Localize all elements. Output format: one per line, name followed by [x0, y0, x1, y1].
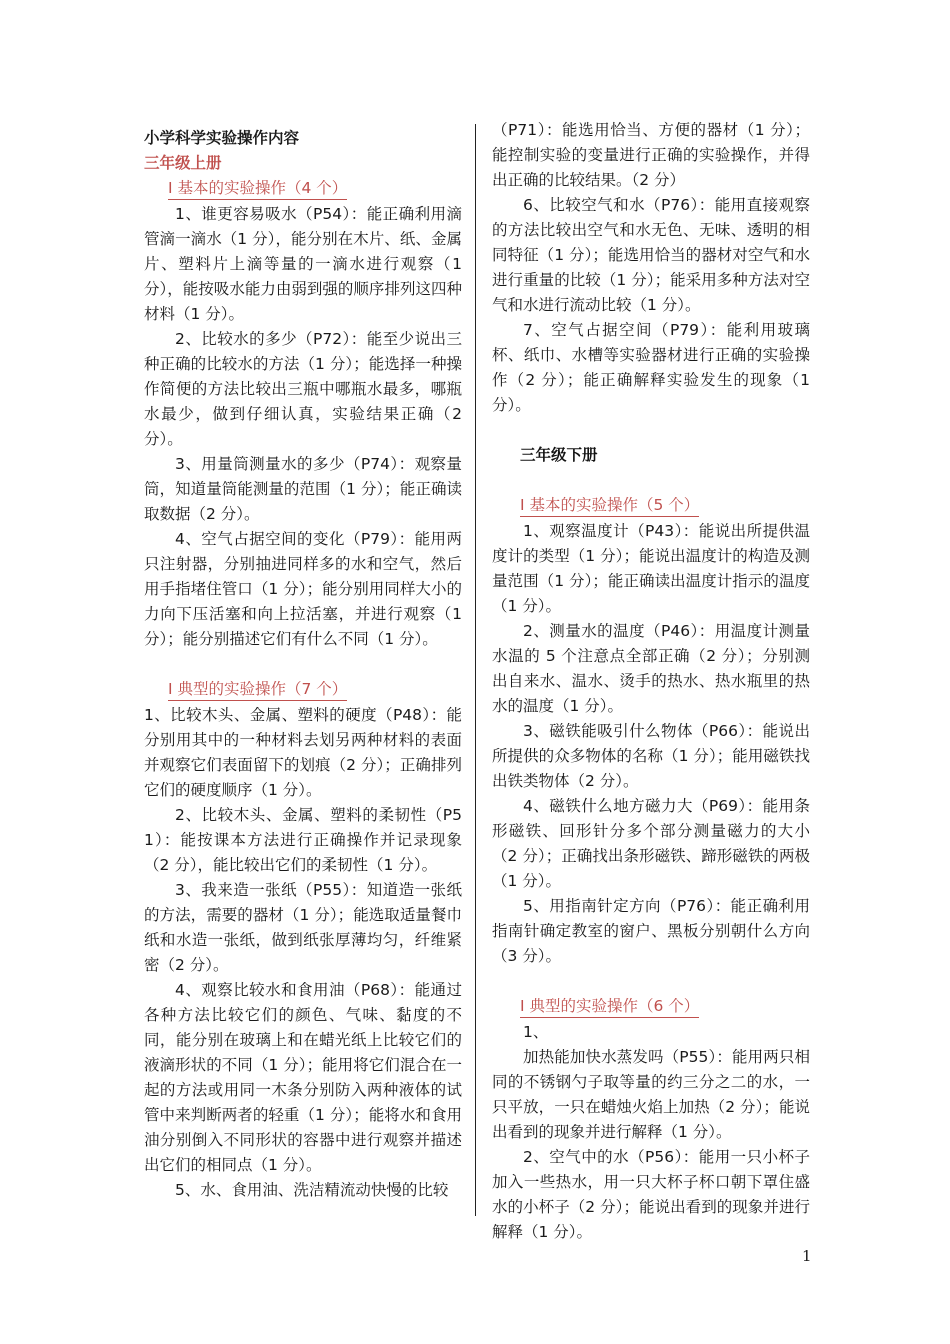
item-paragraph: 4、观察比较水和食用油（P68）：能通过各种方法比较它们的颜色、气味、黏度的不同，能分别在玻璃上和在蜡光纸上比较它们的液滴形状的不同（1 分）；能用将它们混合在一起的方法或用同一木条分别防入两种液体的试管中来判断两者的轻重（1 分）；能将水和食用油分别倒入不同形状的容器中进行观察并描述出它们的相同点（1 分）。: [144, 981, 462, 1174]
section-typical-heading: Ⅰ 典型的实验操作（7 个）: [168, 679, 347, 701]
item-paragraph: 2、空气中的水（P56）：能用一只小杯子加入一些热水，用一只大杯子杯口朝下罩住盛水的小杯子（2 分）；能说出看到的现象并进行解释（1 分）。: [492, 1148, 810, 1241]
left-column: [144, 118, 462, 1203]
item-paragraph: 4、磁铁什么地方磁力大（P69）：能用条形磁铁、回形针分多个部分测量磁力的大小（2 分）；正确找出条形磁铁、蹄形磁铁的两极（1 分）。: [492, 797, 810, 890]
item-paragraph: 4、空气占据空间的变化（P79）：能用两只注射器，分别抽进同样多的水和空气，然后用手指堵住管口（1 分）；能分别用同样大小的力向下压活塞和向上拉活塞，并进行观察（1 分）；能分别描述它们有什么不同（1 分）。: [144, 530, 462, 648]
column-divider: [475, 124, 476, 1216]
item-paragraph: 2、测量水的温度（P46）：用温度计测量水温的 5 个注意点全部正确（2 分）；分别测出自来水、温水、烫手的热水、热水瓶里的热水的温度（1 分）。: [492, 622, 810, 715]
section-basic-heading: Ⅰ 基本的实验操作（5 个）: [520, 495, 699, 517]
item-paragraph: 1、比较木头、金属、塑料的硬度（P48）：能分别用其中的一种材料去划另两种材料的表面并观察它们表面留下的划痕（2 分）；正确排列它们的硬度顺序（1 分）。: [144, 706, 462, 799]
item-paragraph: 1、观察温度计（P43）：能说出所提供温度计的类型（1 分）；能说出温度计的构造及测量范围（1 分）；能正确读出温度计指示的温度（1 分）。: [492, 522, 810, 615]
item-paragraph: 3、用量筒测量水的多少（P74）：观察量筒，知道量筒能测量的范围（1 分）；能正确读取数据（2 分）。: [144, 455, 462, 523]
item-paragraph: 2、比较水的多少（P72）：能至少说出三种正确的比较水的方法（1 分）；能选择一种操作简便的方法比较出三瓶中哪瓶水最多，哪瓶水最少，做到仔细认真，实验结果正确（2 分）。: [144, 330, 462, 448]
item-paragraph: 加热能加快水蒸发吗（P55）：能用两只相同的不锈钢勺子取等量的约三分之二的水，一只平放，一只在蜡烛火焰上加热（2 分）；能说出看到的现象并进行解释（1 分）。: [492, 1048, 810, 1141]
item-paragraph: 1、谁更容易吸水（P54）：能正确利用滴管滴一滴水（1 分），能分别在木片、纸、金属片、塑料片上滴等量的一滴水进行观察（1 分），能按吸水能力由弱到强的顺序排列这四种材料（1 分）。: [144, 205, 462, 323]
right-column: [492, 118, 810, 1245]
grade-heading-3b: 三年级下册: [520, 446, 598, 464]
item-paragraph: 6、比较空气和水（P76）：能用直接观察的方法比较出空气和水无色、无味、透明的相同特征（1 分）；能选用恰当的器材对空气和水进行重量的比较（1 分）；能采用多种方法对空气和水进行流动比较（1 分）。: [492, 196, 810, 314]
section-basic-heading: Ⅰ 基本的实验操作（4 个）: [168, 178, 347, 200]
section-typical-heading: Ⅰ 典型的实验操作（6 个）: [520, 996, 699, 1018]
item-paragraph: 7、空气占据空间（P79）：能利用玻璃杯、纸巾、水槽等实验器材进行正确的实验操作（2 分）；能正确解释实验发生的现象（1 分）。: [492, 321, 810, 414]
item-paragraph: 5、用指南针定方向（P76）：能正确利用指南针确定教室的窗户、黑板分别朝什么方向（3 分）。: [492, 897, 810, 965]
item-paragraph: 3、我来造一张纸（P55）：知道造一张纸的方法，需要的器材（1 分）；能选取适量餐巾纸和水造一张纸，做到纸张厚薄均匀，纤维紧密（2 分）。: [144, 881, 462, 974]
item-paragraph: 2、比较木头、金属、塑料的柔韧性（P51）：能按课本方法进行正确操作并记录现象（2 分），能比较出它们的柔韧性（1 分）。: [144, 806, 462, 874]
document-title: 小学科学实验操作内容: [144, 129, 300, 147]
page-number: 1: [802, 1247, 812, 1265]
item-paragraph: 5、水、食用油、洗洁精流动快慢的比较: [175, 1181, 449, 1199]
grade-heading-3a: 三年级上册: [144, 154, 222, 172]
item-number: 1、: [523, 1023, 549, 1041]
item-continuation: （P71）：能选用恰当、方便的器材（1 分）；能控制实验的变量进行正确的实验操作，并得出正确的比较结果。（2 分）: [492, 121, 810, 189]
item-paragraph: 3、磁铁能吸引什么物体（P66）：能说出所提供的众多物体的名称（1 分）；能用磁铁找出铁类物体（2 分）。: [492, 722, 810, 790]
